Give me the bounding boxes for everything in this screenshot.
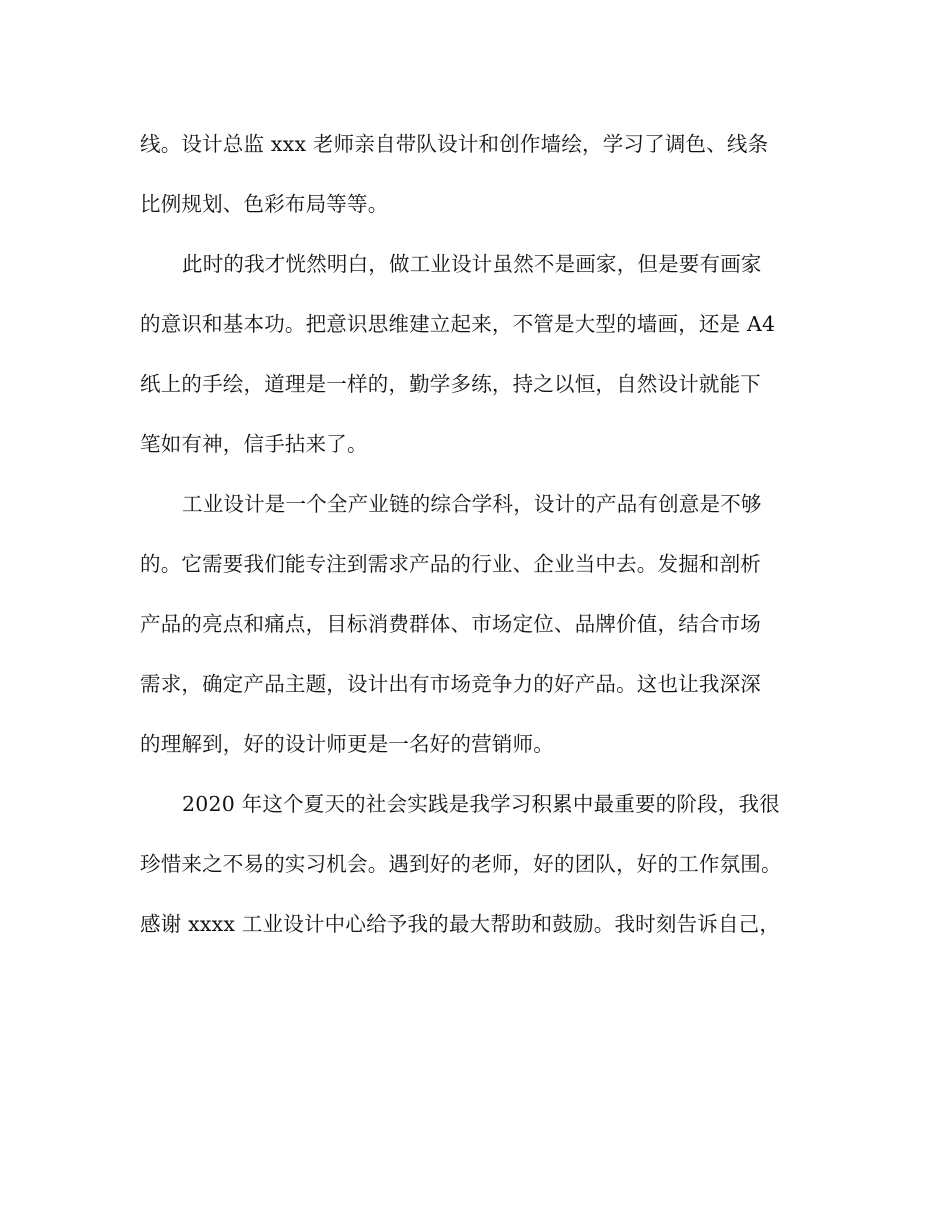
text-line: 需求，确定产品主题，设计出有市场竞争力的好产品。这也让我深深 xyxy=(140,672,761,696)
paragraph-start-line: 2020 年这个夏天的社会实践是我学习积累中最重要的阶段，我很 xyxy=(182,792,780,816)
paragraph-start-line: 工业设计是一个全产业链的综合学科，设计的产品有创意是不够 xyxy=(182,492,762,516)
text-line: 纸上的手绘，道理是一样的，勤学多练，持之以恒，自然设计就能下 xyxy=(140,372,761,396)
text-line: 珍惜来之不易的实习机会。遇到好的老师，好的团队，好的工作氛围。 xyxy=(140,852,782,876)
text-line: 产品的亮点和痛点，目标消费群体、市场定位、品牌价值，结合市场 xyxy=(140,612,761,636)
body-text xyxy=(140,124,820,964)
text-line: 的理解到，好的设计师更是一名好的营销师。 xyxy=(140,732,554,756)
text-line: 比例规划、色彩布局等等。 xyxy=(140,192,389,216)
text-line: 线。设计总监 xxx 老师亲自带队设计和创作墙绘，学习了调色、线条 xyxy=(140,132,769,156)
text-line: 感谢 xxxx 工业设计中心给予我的最大帮助和鼓励。我时刻告诉自己， xyxy=(140,912,781,936)
paragraph-start-line: 此时的我才恍然明白，做工业设计虽然不是画家，但是要有画家 xyxy=(182,252,762,276)
text-line: 的。它需要我们能专注到需求产品的行业、企业当中去。发掘和剖析 xyxy=(140,552,761,576)
text-line: 的意识和基本功。把意识思维建立起来，不管是大型的墙画，还是 A4 xyxy=(140,312,776,336)
text-line: 笔如有神，信手拈来了。 xyxy=(140,432,368,456)
